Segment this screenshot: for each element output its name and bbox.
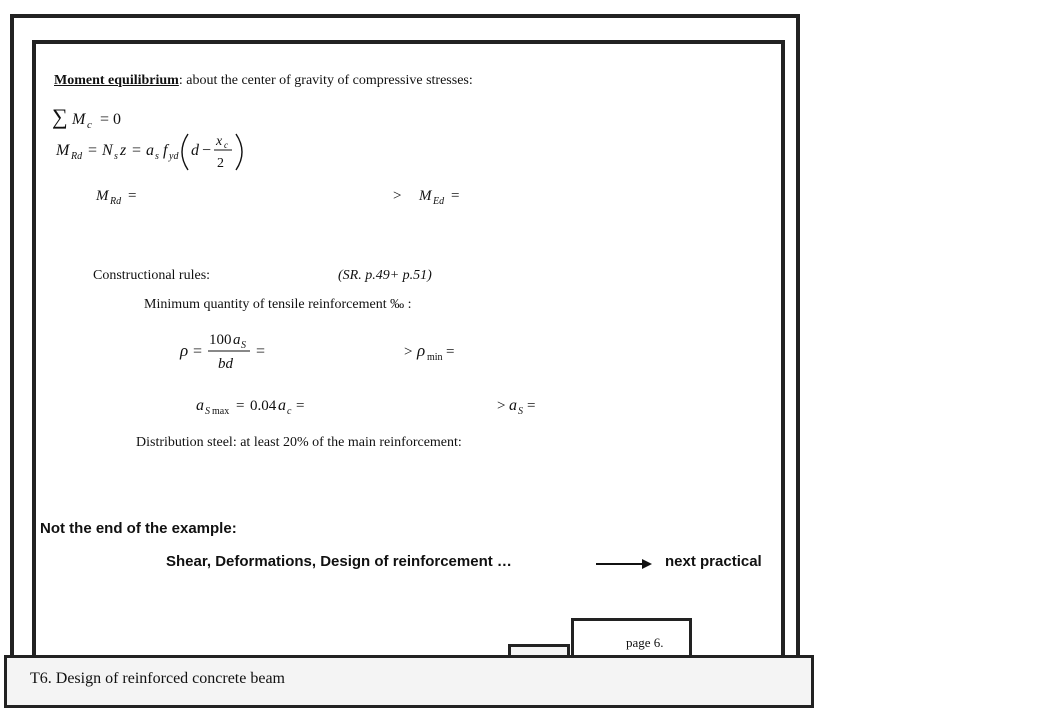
svg-text:Rd: Rd [71,151,83,162]
svg-text:a: a [146,142,154,159]
svg-text:M: M [56,142,70,159]
svg-text:a: a [509,397,517,414]
page-number: page 6. [626,635,664,650]
svg-text:min: min [427,352,443,363]
constructional-rules-ref: (SR. p.49+ p.51) [338,268,432,283]
svg-text:M: M [72,111,86,128]
svg-text:s: s [114,151,118,162]
rho-min-equation [404,340,474,364]
svg-text:ρ: ρ [417,341,426,360]
svg-text:>: > [393,188,402,204]
svg-text:S: S [518,406,523,417]
min-quantity-text: Minimum quantity of tensile reinforcement ‰ : [144,297,412,312]
svg-text:=: = [236,398,245,414]
svg-text:a: a [233,332,241,348]
svg-text:=: = [88,142,98,159]
svg-text:x: x [216,134,223,149]
svg-text:z: z [120,142,127,159]
svg-text:=: = [256,343,266,360]
svg-text:= 0: = 0 [100,111,122,128]
svg-text:s: s [155,151,159,162]
mrd-value-equation [96,184,156,206]
arrow-right-icon [596,556,656,572]
svg-text:a: a [196,397,204,414]
distribution-steel-text: Distribution steel: at least 20% of the main reinforcement: [136,435,462,450]
as-value-equation [497,394,557,418]
moment-equilibrium-heading: Moment equilibrium [54,73,179,88]
svg-text:f: f [163,142,168,159]
svg-text:=: = [132,142,142,159]
svg-text:∑: ∑ [52,104,68,129]
svg-text:yd: yd [169,151,179,162]
svg-text:2: 2 [217,156,224,171]
footer-title: T6. Design of reinforced concrete beam [30,670,285,687]
next-practical-text: next practical [665,553,762,570]
svg-text:>: > [497,398,506,414]
moment-equilibrium-text: : about the center of gravity of compressive stresses: [178,73,473,88]
svg-text:c: c [287,406,292,417]
svg-text:c: c [224,140,228,150]
svg-text:>: > [404,344,413,360]
svg-text:c: c [87,119,92,131]
svg-text:N: N [102,142,113,159]
svg-text:=: = [128,188,137,204]
svg-text:S: S [205,406,210,417]
svg-text:M: M [419,188,432,204]
svg-text:100: 100 [209,332,232,348]
moment-equilibrium-line [54,73,473,89]
svg-text:max: max [212,406,230,417]
svg-text:=: = [446,344,455,360]
svg-text:=: = [296,398,305,414]
constructional-rules-label: Constructional rules: [93,268,211,283]
svg-text:M: M [96,188,109,204]
rho-equation [180,328,270,372]
svg-text:S: S [241,340,246,351]
next-topics-text: Shear, Deformations, Design of reinforcement … [166,553,512,570]
med-value-equation [393,184,473,206]
svg-text:=: = [193,343,203,360]
svg-text:0.04: 0.04 [250,398,277,414]
as-max-equation [196,394,316,418]
svg-text:a: a [278,397,286,414]
svg-text:Rd: Rd [110,196,122,207]
svg-text:−: − [202,142,212,159]
svg-text:=: = [451,188,460,204]
moment-resistance-equation [56,128,256,178]
svg-text:ρ: ρ [180,341,189,360]
svg-text:d: d [191,142,199,159]
svg-text:bd: bd [218,356,233,372]
svg-text:Ed: Ed [433,196,445,207]
not-end-heading: Not the end of the example: [40,520,237,537]
svg-text:=: = [527,398,536,414]
